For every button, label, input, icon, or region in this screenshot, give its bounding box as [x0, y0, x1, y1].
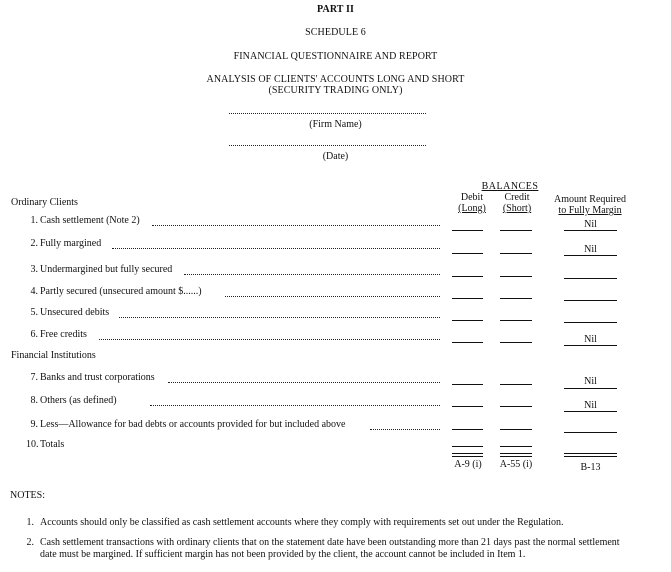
- debit-cell[interactable]: [452, 429, 483, 430]
- row-label: Fully margined: [40, 238, 102, 249]
- amount-total-cell[interactable]: [564, 453, 617, 457]
- credit-cell[interactable]: [500, 429, 532, 430]
- debit-cell[interactable]: [452, 230, 483, 231]
- debit-total-cell[interactable]: [452, 453, 483, 457]
- form-subtitle-2: (SECURITY TRADING ONLY): [268, 85, 403, 96]
- amount-cell[interactable]: [564, 411, 617, 412]
- amount-cell[interactable]: [564, 322, 617, 323]
- row-label: Partly secured (unsecured amount $......): [40, 286, 202, 297]
- credit-cell[interactable]: [500, 320, 532, 321]
- credit-cell[interactable]: [500, 230, 532, 231]
- leader-dots: [168, 382, 440, 383]
- row-number: 3.: [30, 264, 38, 275]
- debit-cell[interactable]: [452, 342, 483, 343]
- amount-cell[interactable]: [564, 432, 617, 433]
- leader-dots: [119, 317, 440, 318]
- credit-cell[interactable]: [500, 384, 532, 385]
- schedule-heading: SCHEDULE 6: [305, 27, 366, 38]
- part-heading: PART II: [317, 4, 354, 15]
- debit-cell[interactable]: [452, 384, 483, 385]
- amount-cell[interactable]: [564, 255, 617, 256]
- row-number: 10.: [26, 439, 39, 450]
- credit-cell[interactable]: [500, 298, 532, 299]
- amount-cell[interactable]: [564, 300, 617, 301]
- credit-cell[interactable]: [500, 342, 532, 343]
- row-number: 6.: [30, 329, 38, 340]
- notes-heading: NOTES:: [10, 490, 45, 501]
- amount-cell[interactable]: [564, 230, 617, 231]
- leader-dots: [152, 225, 440, 226]
- credit-total-cell[interactable]: [500, 453, 532, 457]
- row-label: Banks and trust corporations: [40, 372, 155, 383]
- balances-heading: BALANCES: [481, 181, 539, 192]
- amount-cell[interactable]: [564, 345, 617, 346]
- amount-cell[interactable]: [564, 278, 617, 279]
- firm-name-field[interactable]: [229, 113, 426, 114]
- row-label: Less—Allowance for bad debts or accounts provided for but included above: [40, 419, 346, 430]
- debit-reference: A-9 (i): [454, 459, 482, 470]
- section-financial-institutions: Financial Institutions: [11, 350, 96, 361]
- section-ordinary-clients: Ordinary Clients: [11, 197, 78, 208]
- row-label: Undermargined but fully secured: [40, 264, 173, 275]
- note-2-text-line-1: Cash settlement transactions with ordinary clients that on the statement date have been outstanding more than 21 days past the normal settlement: [40, 537, 620, 548]
- row-label: Cash settlement (Note 2): [40, 215, 140, 226]
- amount-reference: B-13: [580, 462, 601, 473]
- nil-value: Nil: [584, 400, 597, 411]
- note-number: 1.: [26, 517, 34, 528]
- credit-cell[interactable]: [500, 276, 532, 277]
- form-title: FINANCIAL QUESTIONNAIRE AND REPORT: [233, 51, 438, 62]
- nil-value: Nil: [584, 334, 597, 345]
- date-field[interactable]: [229, 145, 426, 146]
- row-number: 5.: [30, 307, 38, 318]
- note-2-text-line-2: date must be margined. If sufficient margin has not been provided by the client, the account cannot be included in Item 1.: [40, 549, 526, 560]
- debit-total-rule: [452, 446, 483, 447]
- debit-cell[interactable]: [452, 406, 483, 407]
- credit-cell[interactable]: [500, 253, 532, 254]
- row-number: 7.: [30, 372, 38, 383]
- debit-cell[interactable]: [452, 320, 483, 321]
- to-fully-margin-heading: to Fully Margin: [558, 205, 622, 216]
- amount-required-heading: Amount Required: [554, 194, 626, 205]
- leader-dots: [150, 405, 440, 406]
- date-label: (Date): [322, 151, 349, 162]
- leader-dots: [112, 248, 440, 249]
- row-label: Others (as defined): [40, 395, 117, 406]
- form-subtitle-1: ANALYSIS OF CLIENTS' ACCOUNTS LONG AND SHORT: [206, 74, 465, 85]
- leader-dots: [225, 296, 440, 297]
- leader-dots: [184, 274, 440, 275]
- debit-cell[interactable]: [452, 276, 483, 277]
- row-number: 4.: [30, 286, 38, 297]
- amount-cell[interactable]: [564, 388, 617, 389]
- short-heading: (Short): [502, 203, 532, 214]
- credit-total-rule: [500, 446, 532, 447]
- credit-heading: Credit: [504, 192, 530, 203]
- row-label: Unsecured debits: [40, 307, 110, 318]
- debit-cell[interactable]: [452, 253, 483, 254]
- row-number: 9.: [30, 419, 38, 430]
- row-number: 1.: [30, 215, 38, 226]
- debit-heading: Debit: [460, 192, 484, 203]
- note-1-text: Accounts should only be classified as cash settlement accounts where they comply with requirements set out under the Regulation.: [40, 517, 564, 528]
- long-heading: (Long): [458, 203, 486, 214]
- nil-value: Nil: [584, 219, 597, 230]
- row-label: Free credits: [40, 329, 87, 340]
- credit-cell[interactable]: [500, 406, 532, 407]
- row-number: 2.: [30, 238, 38, 249]
- debit-cell[interactable]: [452, 298, 483, 299]
- row-label: Totals: [40, 439, 65, 450]
- credit-reference: A-55 (i): [499, 459, 533, 470]
- nil-value: Nil: [584, 376, 597, 387]
- nil-value: Nil: [584, 244, 597, 255]
- leader-dots: [370, 429, 440, 430]
- firm-name-label: (Firm Name): [309, 119, 362, 130]
- note-number: 2.: [26, 537, 34, 548]
- row-number: 8.: [30, 395, 38, 406]
- leader-dots: [99, 339, 440, 340]
